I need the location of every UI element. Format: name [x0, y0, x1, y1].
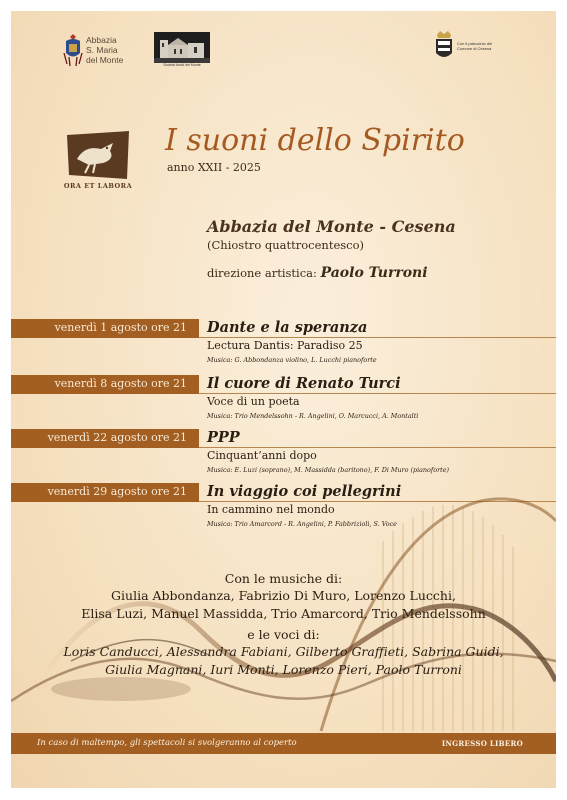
- event-subtitle: Lectura Dantis: Paradiso 25: [207, 339, 363, 352]
- event-subtitle: Cinquant’anni dopo: [207, 449, 317, 462]
- direction-label: direzione artistica:: [207, 266, 317, 280]
- event-music: Musica: Trio Mendelssohn - R. Angelini, O. Marcucci, A. Montalti: [207, 412, 419, 420]
- footer-bar: [11, 733, 556, 754]
- cesena-coat-of-arms-icon: [435, 31, 453, 61]
- event-title: Il cuore di Renato Turci: [207, 375, 401, 392]
- societa-name: Società Amici del Monte: [163, 63, 201, 67]
- bishop-crest-icon: [63, 33, 83, 67]
- abbazia-name-line-2: S. Maria: [86, 45, 118, 55]
- event-divider: [199, 337, 556, 338]
- abbazia-name: [86, 35, 123, 65]
- event-date: venerdì 1 agosto ore 21: [54, 321, 187, 334]
- event-music: Musica: E. Luzi (soprano), M. Massidda (baritono), F. Di Muro (pianoforte): [207, 466, 450, 474]
- event-subtitle: Voce di un poeta: [207, 395, 300, 408]
- abbazia-name-line-3: del Monte: [86, 55, 124, 65]
- societa-amici-logo: [154, 32, 210, 70]
- logo-bar: [11, 11, 556, 81]
- event-date: venerdì 8 agosto ore 21: [54, 377, 187, 390]
- voices-line-2: Giulia Magnani, Iuri Monti, Lorenzo Pieri, Paolo Turroni: [105, 662, 462, 677]
- abbey-building-icon: [154, 32, 210, 63]
- event-music: Musica: Trio Amarcord - R. Angelini, P. Fabbrizioli, S. Voce: [207, 520, 397, 528]
- event-title: Dante e la speranza: [207, 319, 368, 336]
- event-date: venerdì 22 agosto ore 21: [47, 431, 187, 444]
- event-divider: [199, 393, 556, 394]
- event-date: venerdì 29 agosto ore 21: [47, 485, 187, 498]
- director-name: Paolo Turroni: [320, 265, 428, 281]
- bird-emblem-icon: [63, 129, 133, 181]
- page-title: I suoni dello Spirito: [165, 123, 465, 158]
- music-line-1: Giulia Abbondanza, Fabrizio Di Muro, Lorenzo Lucchi,: [111, 588, 456, 603]
- event-title: PPP: [207, 429, 240, 446]
- venue-name: Abbazia del Monte - Cesena: [207, 217, 456, 236]
- event-music: Musica: G. Abbondanza violino, L. Lucchi pianoforte: [207, 356, 377, 364]
- event-title: In viaggio coi pellegrini: [207, 483, 402, 500]
- credits: [11, 571, 556, 679]
- abbazia-name-line-1: Abbazia: [86, 35, 117, 45]
- ora-et-labora-logo: [63, 129, 133, 193]
- music-heading: Con le musiche di:: [224, 571, 343, 586]
- abbazia-logo: [63, 33, 123, 67]
- cesena-patronage: [457, 41, 503, 52]
- edition-subtitle: anno XXII - 2025: [167, 161, 261, 174]
- voices-line-1: Loris Canducci, Alessandra Fabiani, Gilberto Graffieti, Sabrina Guidi,: [63, 644, 504, 659]
- cesena-patronage-line-2: Comune di Cesena: [457, 46, 492, 51]
- voices-heading: e le voci di:: [247, 627, 320, 642]
- event-subtitle: In cammino nel mondo: [207, 503, 335, 516]
- cesena-patronage-line-1: Con il patrocinio del: [457, 40, 493, 46]
- artistic-direction: [207, 265, 428, 281]
- ora-et-labora-motto: ORA ET LABORA: [63, 182, 133, 190]
- poster: [11, 11, 556, 788]
- cesena-logo: [435, 31, 503, 61]
- venue-detail: (Chiostro quattrocentesco): [207, 238, 365, 252]
- free-entry-label: INGRESSO LIBERO: [441, 739, 523, 748]
- music-line-2: Elisa Luzi, Manuel Massidda, Trio Amarcord, Trio Mendelssohn: [81, 606, 486, 621]
- weather-note: In caso di maltempo, gli spettacoli si svolgeranno al coperto: [37, 738, 297, 748]
